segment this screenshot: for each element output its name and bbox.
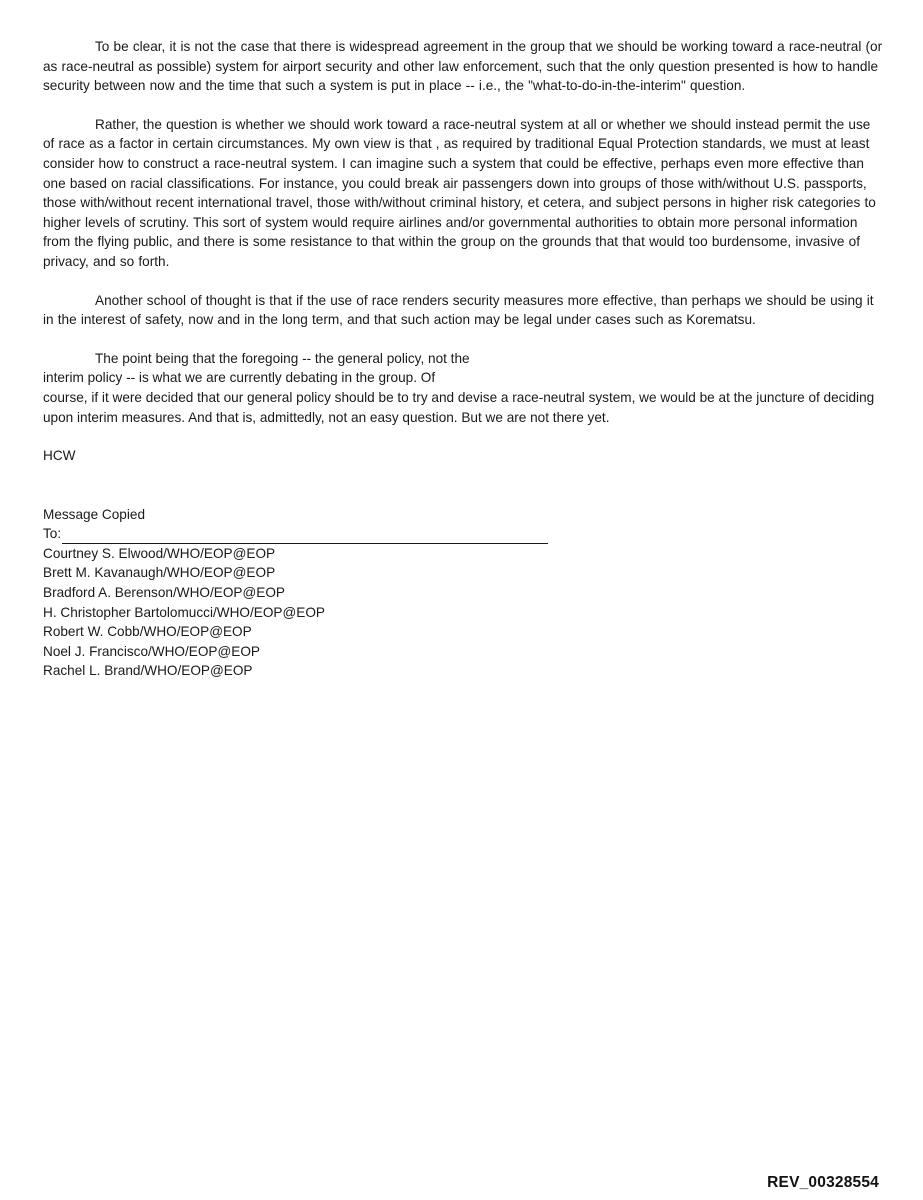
paragraph-race-neutral-question: Rather, the question is whether we should work toward a race-neutral system at all or whether we should instead permit the use of race as a factor in certain circumstances. My own view is that , as required by traditional Equal Protection standards, we must at least consider how to construct a race-neutral system. I can imagine such a system that could be effective, perhaps even more effective than one based on racial classifications. For instance, you could break air passengers down into groups of those with/without U.S. passports, those with/without recent international travel, those with/without criminal history, et cetera, and subject persons in higher risk categories to higher levels of scrutiny. This sort of system would require airlines and/or governmental authorities to obtain more personal information from the flying public, and there is some resistance to that within the group on the grounds that that would too burdensome, invasive of privacy, and so forth. xyxy=(43,116,876,269)
email-body xyxy=(43,37,883,681)
conclusion-line-1: The point being that the foregoing -- the general policy, not the xyxy=(95,350,470,366)
to-line xyxy=(43,524,548,544)
recipient-list xyxy=(43,544,883,681)
recipient: Courtney S. Elwood/WHO/EOP@EOP xyxy=(43,545,276,561)
recipient: Bradford A. Berenson/WHO/EOP@EOP xyxy=(43,585,285,601)
message-copied-block xyxy=(43,505,883,681)
recipient: Robert W. Cobb/WHO/EOP@EOP xyxy=(43,624,252,640)
conclusion-line-3: course, if it were decided that our general policy should be to try and devise a race-neutral system, we would be at the juncture of deciding upon interim measures. And that is, admittedly, not an easy question. But we are not there yet. xyxy=(43,389,875,425)
paragraph-conclusion xyxy=(43,349,883,427)
paragraph-alternative-view: Another school of thought is that if the use of race renders security measures more effective, than perhaps we should be using it in the interest of safety, now and in the long term, and that such action may be legal under cases such as Korematsu. xyxy=(43,292,874,328)
recipient: H. Christopher Bartolomucci/WHO/EOP@EOP xyxy=(43,604,325,620)
message-copied-heading: Message Copied xyxy=(43,506,146,522)
recipient: Noel J. Francisco/WHO/EOP@EOP xyxy=(43,643,260,659)
conclusion-line-2: interim policy -- is what we are currently debating in the group. Of xyxy=(43,370,436,386)
recipient: Brett M. Kavanaugh/WHO/EOP@EOP xyxy=(43,565,276,581)
signature-initials: HCW xyxy=(43,448,76,464)
to-underline xyxy=(62,528,548,544)
paragraph-clarification: To be clear, it is not the case that there is widespread agreement in the group that we should be working toward a race-neutral (or as race-neutral as possible) system for airport security and other law enforcement, such that the only question presented is how to handle security between now and the time that such a system is put in place -- i.e., the "what-to-do-in-the-interim" question. xyxy=(43,39,883,94)
to-label: To: xyxy=(43,526,62,542)
recipient: Rachel L. Brand/WHO/EOP@EOP xyxy=(43,663,253,679)
bates-number: REV_00328554 xyxy=(767,1174,879,1191)
